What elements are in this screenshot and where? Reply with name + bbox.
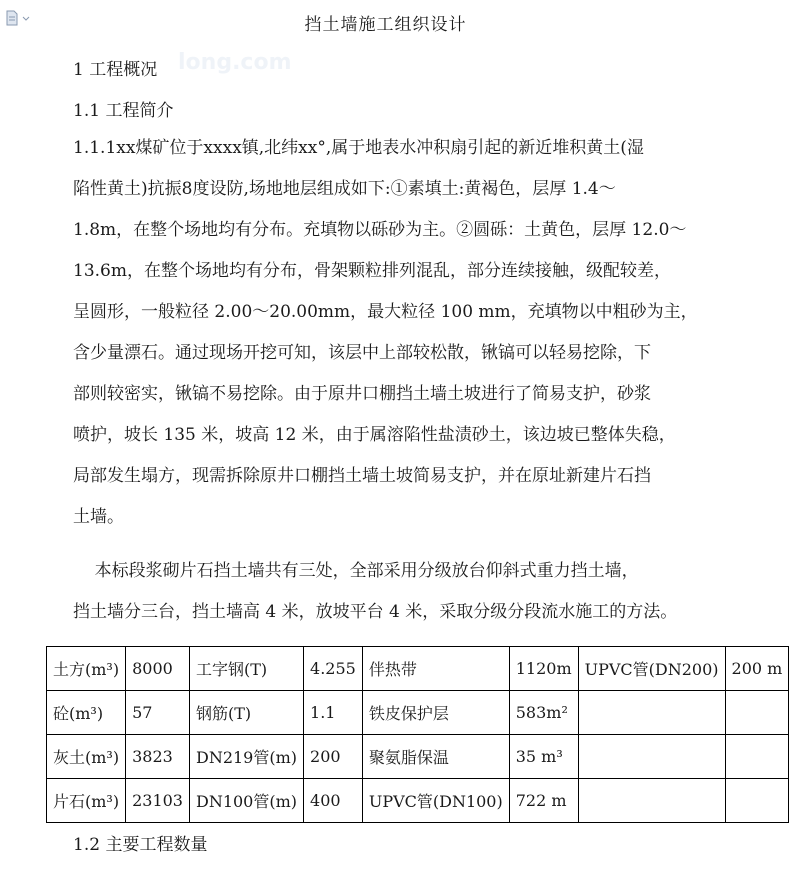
table-cell: 400 <box>304 779 363 823</box>
table-cell: 伴热带 <box>362 647 509 691</box>
table-cell: 片石(m³) <box>47 779 126 823</box>
table-cell: 57 <box>126 691 190 735</box>
table-cell: 钢筋(T) <box>189 691 303 735</box>
table-cell: 灰土(m³) <box>47 735 126 779</box>
table-cell: 土方(m³) <box>47 647 126 691</box>
table-cell <box>578 691 725 735</box>
table-cell: 铁皮保护层 <box>362 691 509 735</box>
section-heading: 1 工程概况 <box>73 60 158 80</box>
table-cell <box>725 691 789 735</box>
document-title: 挡土墙施工组织设计 <box>304 15 467 35</box>
table-row <box>47 735 789 779</box>
table-cell: 聚氨脂保温 <box>362 735 509 779</box>
table-cell: UPVC管(DN100) <box>362 779 509 823</box>
table-cell: 4.255 <box>304 647 363 691</box>
table-cell: 200 m <box>725 647 789 691</box>
text-line: 陷性黄土)抗振8度设防,场地地层组成如下:①素填土:黄褐色，层厚 1.4～ <box>73 179 616 199</box>
paragraph <box>73 128 698 538</box>
table-cell: 8000 <box>126 647 190 691</box>
table-cell: UPVC管(DN200) <box>578 647 725 691</box>
table-cell: DN219管(m) <box>189 735 303 779</box>
section-heading: 1.1 工程简介 <box>73 101 174 121</box>
text-line: 13.6m，在整个场地均有分布，骨架颗粒排列混乱，部分连续接触，级配较差， <box>73 261 671 281</box>
table-cell <box>578 779 725 823</box>
table-cell: 200 <box>304 735 363 779</box>
text-line: 局部发生塌方，现需拆除原井口棚挡土墙土坡简易支护，并在原址新建片石挡 <box>73 466 651 486</box>
text-line: 1.1.1xx煤矿位于xxxx镇,北纬xx°,属于地表水冲积扇引起的新近堆积黄土(湿 <box>73 138 644 158</box>
text-line: 部则较密实，锹镐不易挖除。由于原井口棚挡土墙土坡进行了简易支护，砂浆 <box>73 384 651 404</box>
table-cell: 3823 <box>126 735 190 779</box>
table-cell: 23103 <box>126 779 190 823</box>
text-line: 喷护，坡长 135 米，坡高 12 米，由于属溶陷性盐渍砂土，该边坡已整体失稳， <box>73 425 676 445</box>
table-cell: 砼(m³) <box>47 691 126 735</box>
table-cell: 1.1 <box>304 691 363 735</box>
watermark: long.com <box>178 50 292 75</box>
table-cell: 35 m³ <box>509 735 578 779</box>
table-cell <box>725 735 789 779</box>
text-line: 本标段浆砌片石挡土墙共有三处，全部采用分级放台仰斜式重力挡土墙， <box>73 561 639 581</box>
table-row <box>47 647 789 691</box>
section-heading: 1.2 主要工程数量 <box>73 835 208 855</box>
table-cell: 583m² <box>509 691 578 735</box>
table-cell <box>578 735 725 779</box>
table-row <box>47 779 789 823</box>
paragraph <box>73 551 677 633</box>
table-cell: 722 m <box>509 779 578 823</box>
text-line: 含少量漂石。通过现场开挖可知，该层中上部较松散，锹镐可以轻易挖除，下 <box>73 343 651 363</box>
table-cell: 1120m <box>509 647 578 691</box>
table-row <box>47 691 789 735</box>
quantity-table <box>46 646 789 823</box>
table-cell: DN100管(m) <box>189 779 303 823</box>
text-line: 土墙。 <box>73 507 124 527</box>
text-line: 1.8m，在整个场地均有分布。充填物以砾砂为主。②圆砾：土黄色，层厚 12.0～ <box>73 220 687 240</box>
table-cell <box>725 779 789 823</box>
text-line: 挡土墙分三台，挡土墙高 4 米，放坡平台 4 米，采取分级分段流水施工的方法。 <box>73 602 678 622</box>
text-line: 呈圆形，一般粒径 2.00～20.00mm，最大粒径 100 mm，充填物以中粗砂为主， <box>73 302 698 322</box>
table-cell: 工字钢(T) <box>189 647 303 691</box>
